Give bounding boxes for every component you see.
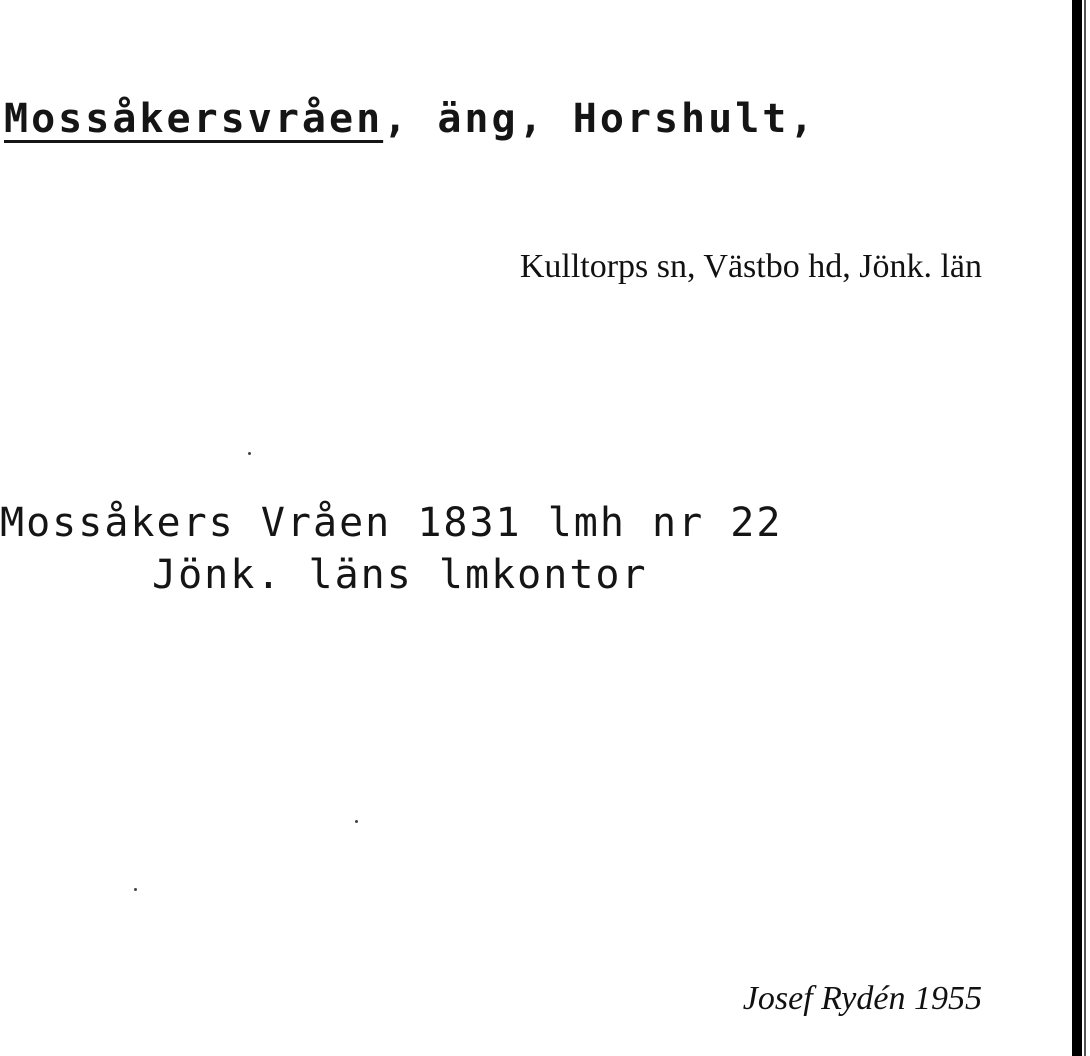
location-line: Kulltorps sn, Västbo hd, Jönk. län xyxy=(519,248,982,285)
speck xyxy=(134,888,137,891)
headline-details: , äng, Horshult, xyxy=(383,96,817,142)
card-edge-shadow xyxy=(1084,0,1086,1056)
signature: Josef Rydén 1955 xyxy=(742,980,982,1017)
speck xyxy=(355,820,358,823)
place-name: Mossåkersvråen xyxy=(4,96,384,142)
speck xyxy=(248,452,251,455)
source-line-1: Mossåkers Vråen 1831 lmh nr 22 xyxy=(0,500,783,546)
card-edge xyxy=(1072,0,1082,1056)
source-line-2: Jönk. läns lmkontor xyxy=(152,552,648,598)
headline xyxy=(4,96,816,142)
